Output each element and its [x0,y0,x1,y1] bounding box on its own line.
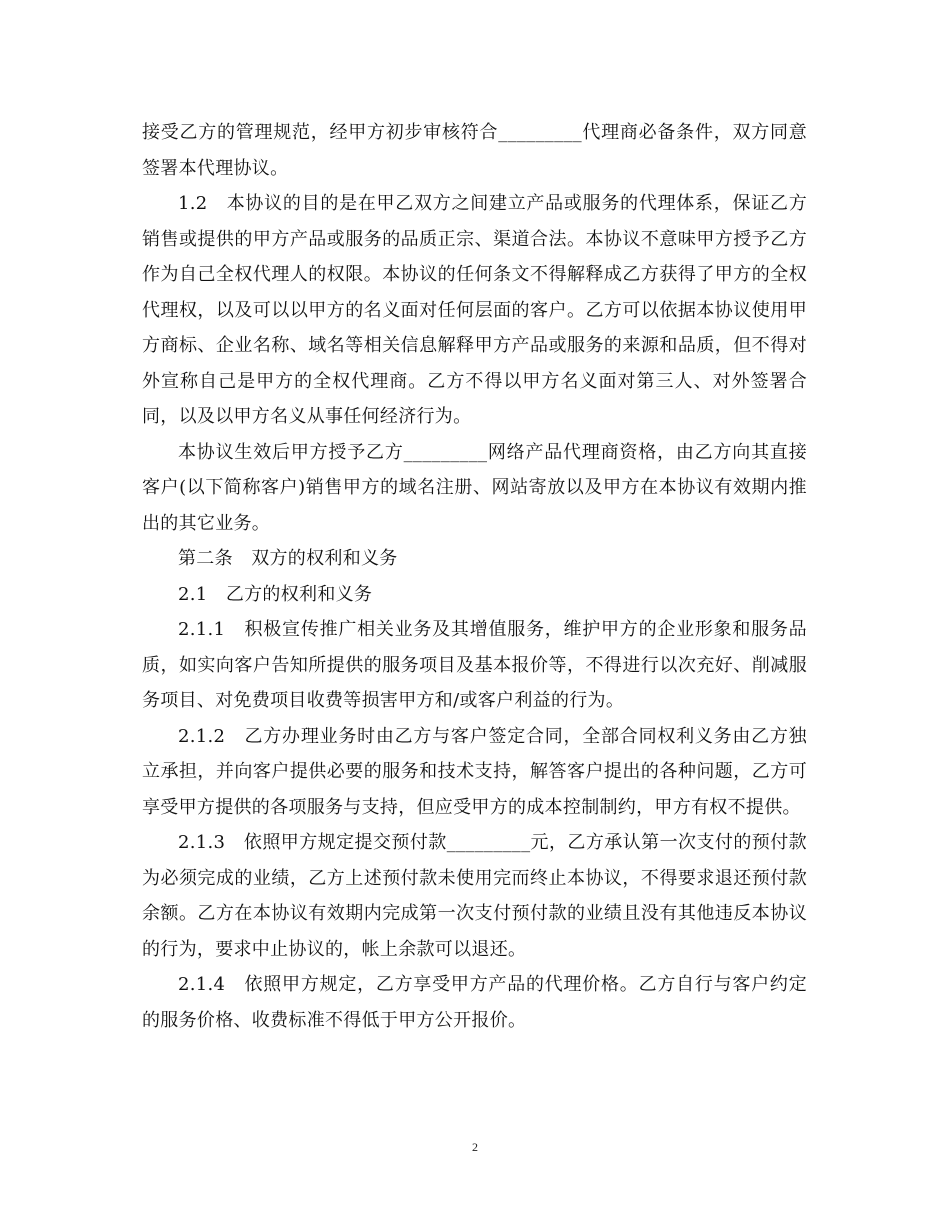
paragraph-2-1-2: 2.1.2 乙方办理业务时由乙方与客户签定合同，全部合同权利义务由乙方独立承担，并向客户提供必要的服务和技术支持，解答客户提出的各种问题，乙方可享受甲方提供的各项服务与支持，但应受甲方的成本控制制约，甲方有权不提供。 [142,725,807,818]
paragraph-2-1-1: 2.1.1 积极宣传推广相关业务及其增值服务，维护甲方的企业形象和服务品质，如实向客户告知所提供的服务项目及基本报价等，不得进行以次充好、削减服务项目、对免费项目收费等损害甲方和/或客户利益的行为。 [142,619,807,711]
section-heading-article-2: 第二条 双方的权利和义务 [178,548,398,569]
paragraph-2-1-3: 2.1.3 依照甲方规定提交预付款_________元，乙方承认第一次支付的预付款为必须完成的业绩，乙方上述预付款未使用完而终止本协议，不得要求退还预付款余额。乙方在本协议有效期内完成第一次支付预付款的业绩且没有其他违反本协议的行为，要求中止协议的，帐上余款可以退还。 [142,832,807,960]
paragraph-1-2: 1.2 本协议的目的是在甲乙双方之间建立产品或服务的代理体系，保证乙方销售或提供的甲方产品或服务的品质正宗、渠道合法。本协议不意味甲方授予乙方作为自己全权代理人的权限。本协议的任何条文不得解释成乙方获得了甲方的全权代理权，以及可以以甲方的名义面对任何层面的客户。乙方可以依据本协议使用甲方商标、企业名称、域名等相关信息解释甲方产品或服务的来源和品质，但不得对外宣称自己是甲方的全权代理商。乙方不得以甲方名义面对第三人、对外签署合同，以及以甲方名义从事任何经济行为。 [142,193,807,427]
document-body [142,115,807,1038]
paragraph-agency-grant: 本协议生效后甲方授予乙方_________网络产品代理商资格，由乙方向其直接客户(以下简称客户)销售甲方的域名注册、网站寄放以及甲方在本协议有效期内推出的其它业务。 [142,441,807,534]
paragraph-2-1-4: 2.1.4 依照甲方规定，乙方享受甲方产品的代理价格。乙方自行与客户约定的服务价格、收费标准不得低于甲方公开报价。 [142,974,807,1031]
paragraph-0: 接受乙方的管理规范，经甲方初步审核符合_________代理商必备条件，双方同意签署本代理协议。 [142,122,807,179]
subsection-heading-2-1: 2.1 乙方的权利和义务 [178,583,373,605]
page-number: 2 [472,1140,478,1154]
